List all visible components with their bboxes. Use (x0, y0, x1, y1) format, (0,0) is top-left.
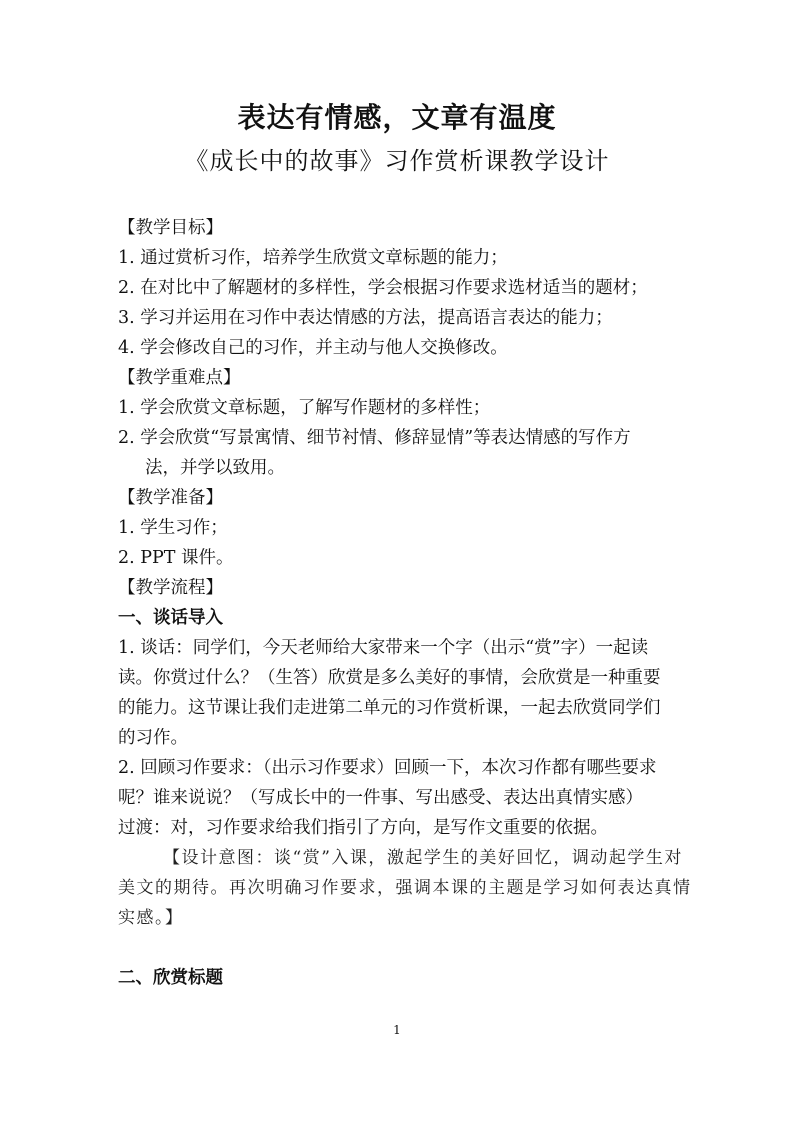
paragraph-line: 2. 回顾习作要求：（出示习作要求）回顾一下，本次习作都有哪些要求 (118, 758, 657, 778)
objective-item: 2. 在对比中了解题材的多样性，学会根据习作要求选材适当的题材； (118, 278, 648, 298)
paragraph-line: 读。你赏过什么？（生答）欣赏是多么美好的事情，会欣赏是一种重要 (118, 668, 661, 688)
preparation-item: 1. 学生习作； (118, 518, 228, 538)
paragraph-line: 1. 谈话：同学们，今天老师给大家带来一个字（出示“赏”字）一起读 (118, 638, 649, 658)
document-subtitle: 《成长中的故事》习作赏析课教学设计 (184, 147, 610, 175)
design-note-line: 美文的期待。再次明确习作要求，强调本课的主题是学习如何表达真情 (118, 878, 692, 898)
key-point-item-continued: 法，并学以致用。 (145, 458, 285, 478)
objective-item: 4. 学会修改自己的习作，并主动与他人交换修改。 (118, 338, 508, 358)
preparation-item: 2. PPT 课件。 (118, 548, 234, 568)
design-note-line: 【设计意图：谈“赏”入课，激起学生的美好回忆，调动起学生对 (163, 848, 683, 868)
key-point-item: 1. 学会欣赏文章标题，了解写作题材的多样性； (118, 398, 491, 418)
section-heading-key-points: 【教学重难点】 (118, 368, 241, 388)
paragraph-line: 的能力。这节课让我们走进第二单元的习作赏析课，一起去欣赏同学们 (118, 698, 661, 718)
key-point-item: 2. 学会欣赏“写景寓情、细节衬情、修辞显情”等表达情感的写作方 (118, 428, 631, 448)
paragraph-line: 的习作。 (118, 728, 188, 748)
part2-heading: 二、欣赏标题 (118, 968, 223, 988)
section-heading-preparation: 【教学准备】 (118, 488, 223, 508)
document-title: 表达有情感，文章有温度 (237, 101, 557, 134)
section-heading-objectives: 【教学目标】 (118, 218, 223, 238)
part1-heading: 一、谈话导入 (118, 608, 223, 628)
document-body (118, 213, 718, 993)
section-heading-process: 【教学流程】 (118, 578, 223, 598)
objective-item: 1. 通过赏析习作，培养学生欣赏文章标题的能力； (118, 248, 508, 268)
page-number: 1 (393, 1023, 401, 1037)
paragraph-line: 呢？谁来说说？（写成长中的一件事、写出感受、表达出真情实感） (118, 788, 643, 808)
objective-item: 3. 学习并运用在习作中表达情感的方法，提高语言表达的能力； (118, 308, 613, 328)
blank-line (118, 933, 718, 963)
paragraph-line: 过渡：对，习作要求给我们指引了方向，是写作文重要的依据。 (118, 818, 608, 838)
design-note-line: 实感。】 (118, 908, 184, 928)
